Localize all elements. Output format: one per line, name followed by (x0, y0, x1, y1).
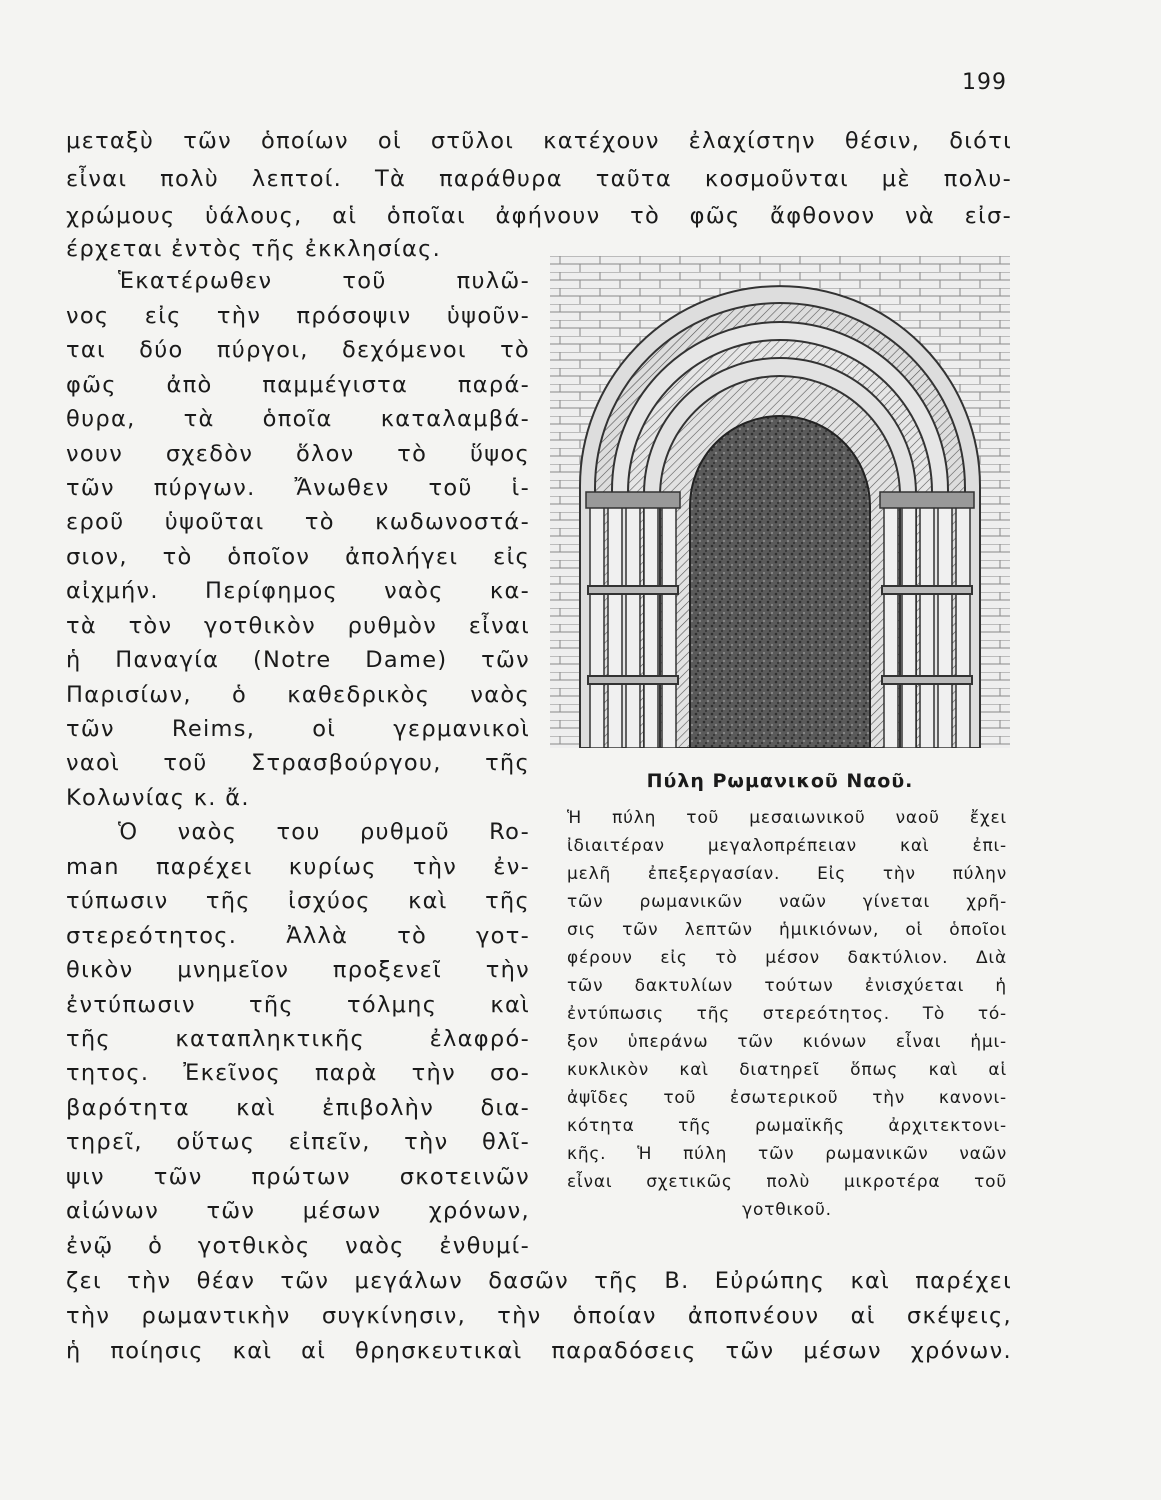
caption-line: φέρουν εἰς τὸ μέσον δακτύλιον. Διὰ (567, 948, 1007, 968)
text-line: Ὁ ναὸς του ρυθμοῦ Ro- (118, 819, 530, 845)
text-line: Ἑκατέρωθεν τοῦ πυλῶ- (118, 268, 530, 294)
text-line: σιον, τὸ ὁποῖον ἀπολήγει εἰς (66, 544, 530, 570)
text-line: έρχεται ἐντὸς τῆς ἐκκλησίας. (66, 236, 442, 262)
caption-line: ξον ὑπεράνω τῶν κιόνων εἶναι ἡμι- (567, 1032, 1007, 1052)
text-line: τηρεῖ, οὕτως εἰπεῖν, τὴν θλῖ- (66, 1129, 530, 1155)
text-line: ψιν τῶν πρώτων σκοτεινῶν (66, 1164, 530, 1190)
caption-line: σις τῶν λεπτῶν ἡμικιόνων, οἱ ὁποῖοι (567, 920, 1007, 940)
text-line: μεταξὺ τῶν ὁποίων οἱ στῦλοι κατέχουν ἐλαχίστην θέσιν, διότι (66, 128, 1012, 154)
caption-line: τῶν δακτυλίων τούτων ἐνισχύεται ἡ (567, 976, 1007, 996)
text-line: τύπωσιν τῆς ἰσχύος καὶ τῆς (66, 888, 530, 914)
caption-line: τῶν ρωμανικῶν ναῶν γίνεται χρῆ- (567, 892, 1007, 912)
text-line: ἐνῷ ὁ γοτθικὸς ναὸς ἐνθυμί- (66, 1233, 530, 1259)
caption-line: γοτθικοῦ. (742, 1200, 832, 1220)
portal-illustration (550, 256, 1010, 748)
caption-line: ἀψῖδες τοῦ ἐσωτερικοῦ τὴν κανονι- (567, 1088, 1007, 1108)
text-line: νος εἰς τὴν πρόσοψιν ὑψοῦν- (66, 303, 530, 329)
text-line: εροῦ ὑψοῦται τὸ κωδωνοστά- (66, 509, 530, 535)
text-line: θυρα, τὰ ὁποῖα καταλαμβά- (66, 406, 530, 432)
text-line: βαρότητα καὶ ἐπιβολὴν δια- (66, 1095, 530, 1121)
text-line: τὰ τὸν γοτθικὸν ρυθμὸν εἶναι (66, 613, 530, 639)
text-line: νουν σχεδὸν ὅλον τὸ ὕψος (66, 441, 530, 467)
caption-line: μελῆ ἐπεξεργασίαν. Εἰς τὴν πύλην (567, 864, 1007, 884)
page-number: 199 (962, 70, 1007, 95)
caption-line: ἐντύπωσις τῆς στερεότητος. Τὸ τό- (567, 1004, 1007, 1024)
text-line: ἡ Παναγία (Notre Dame) τῶν (66, 647, 530, 673)
text-line: ναοὶ τοῦ Στρασβούργου, τῆς (66, 750, 530, 776)
text-line: τῆς καταπληκτικῆς ἐλαφρό- (66, 1026, 530, 1052)
text-line: εἶναι πολὺ λεπτοί. Τὰ παράθυρα ταῦτα κοσμοῦνται μὲ πολυ- (66, 166, 1012, 192)
caption-line: ἰδιαιτέραν μεγαλοπρέπειαν καὶ ἐπι- (567, 836, 1007, 856)
caption-line: Ἡ πύλη τοῦ μεσαιωνικοῦ ναοῦ ἔχει (567, 808, 1007, 828)
text-line: χρώμους ὑάλους, αἱ ὁποῖαι ἀφήνουν τὸ φῶς ἄφθονον νὰ εἰσ- (66, 203, 1012, 229)
text-line: Παρισίων, ὁ καθεδρικὸς ναὸς (66, 682, 530, 708)
text-line: τῶν πύργων. Ἄνωθεν τοῦ ἱ- (66, 475, 530, 501)
text-line: τὴν ρωμαντικὴν συγκίνησιν, τὴν ὁποίαν ἀποπνέουν αἱ σκέψεις, (66, 1303, 1012, 1329)
caption-line: εἶναι σχετικῶς πολὺ μικροτέρα τοῦ (567, 1172, 1007, 1192)
figure-caption-title: Πύλη Ρωμανικοῦ Ναοῦ. (646, 770, 914, 792)
caption-line: κότητα τῆς ρωμαϊκῆς ἀρχιτεκτονι- (567, 1116, 1007, 1136)
text-line: θικὸν μνημεῖον προξενεῖ τὴν (66, 957, 530, 983)
text-line: τῶν Reims, οἱ γερμανικοὶ (66, 716, 530, 742)
text-line: φῶς ἀπὸ παμμέγιστα παρά- (66, 372, 530, 398)
text-line: αἰώνων τῶν μέσων χρόνων, (66, 1198, 530, 1224)
text-line: Κολωνίας κ. ἄ. (66, 785, 250, 811)
text-line: ἡ ποίησις καὶ αἱ θρησκευτικαὶ παραδόσεις τῶν μέσων χρόνων. (66, 1338, 1012, 1364)
text-line: τητος. Ἐκεῖνος παρὰ τὴν σο- (66, 1060, 530, 1086)
text-line: ἐντύπωσιν τῆς τόλμης καὶ (66, 992, 530, 1018)
text-line: man παρέχει κυρίως τὴν ἐν- (66, 854, 530, 880)
caption-line: κυκλικὸν καὶ διατηρεῖ ὅπως καὶ αἱ (567, 1060, 1007, 1080)
text-line: αἰχμήν. Περίφημος ναὸς κα- (66, 578, 530, 604)
text-line: ται δύο πύργοι, δεχόμενοι τὸ (66, 337, 530, 363)
text-line: ζει τὴν θέαν τῶν μεγάλων δασῶν τῆς Β. Εὐρώπης καὶ παρέχει (66, 1268, 1012, 1294)
caption-line: κῆς. Ἡ πύλη τῶν ρωμανικῶν ναῶν (567, 1144, 1007, 1164)
text-line: στερεότητος. Ἀλλὰ τὸ γοτ- (66, 923, 530, 949)
